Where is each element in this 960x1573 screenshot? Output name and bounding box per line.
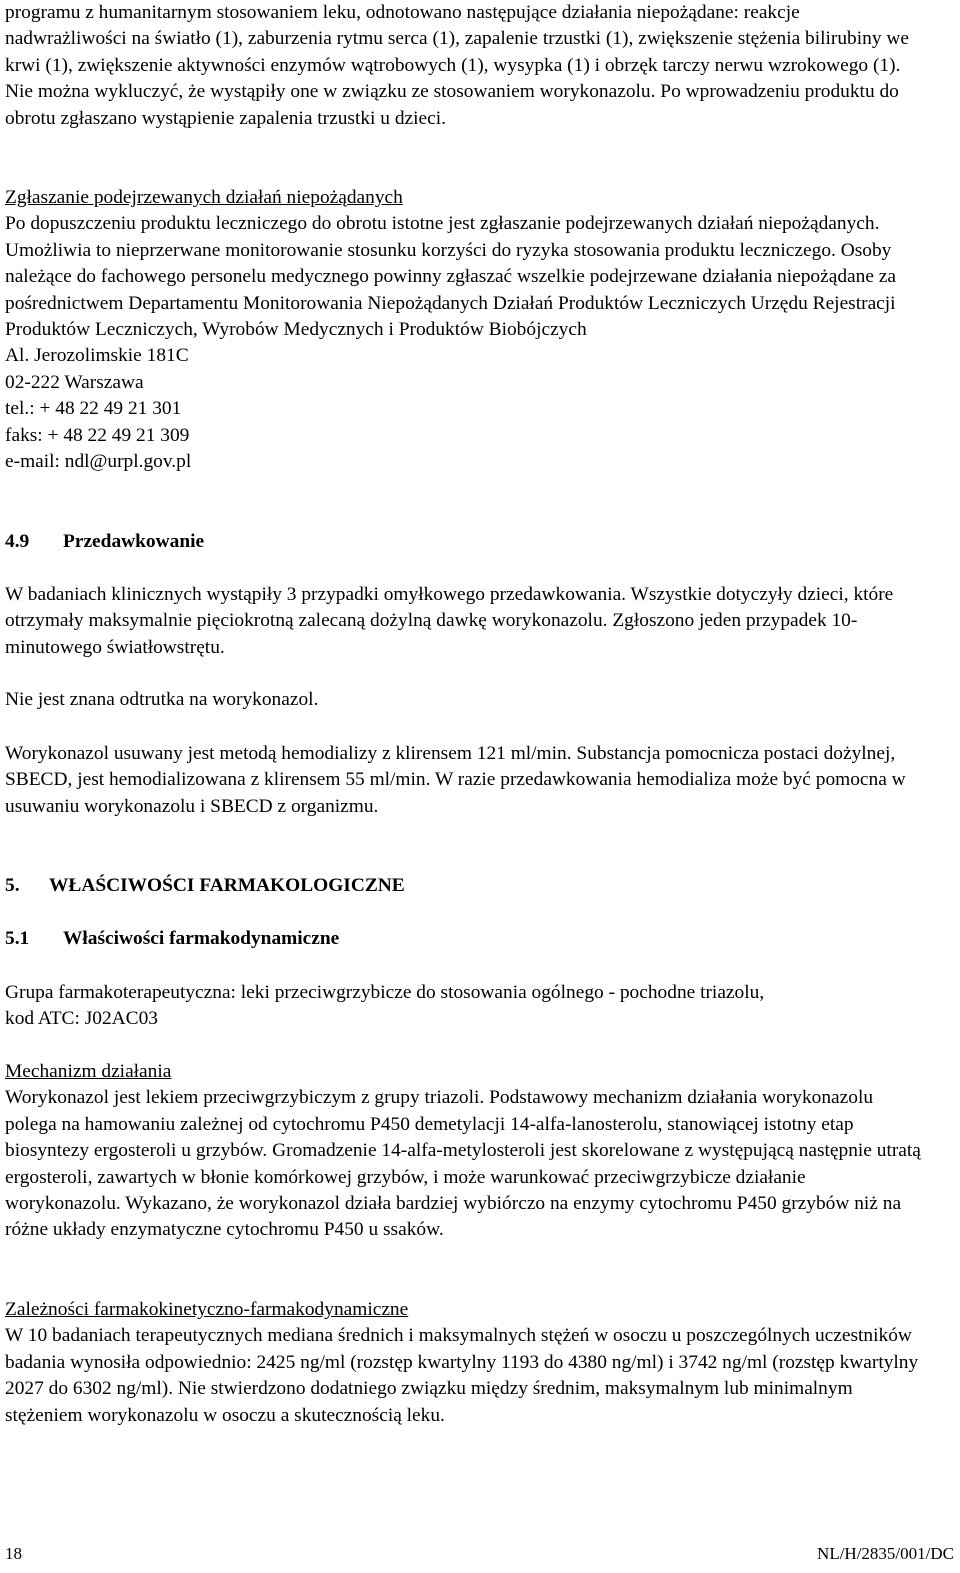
address-line-1: Al. Jerozolimskie 181C bbox=[5, 345, 189, 367]
mechanism-heading: Mechanizm działania bbox=[5, 1061, 172, 1082]
reporting-section bbox=[5, 185, 922, 475]
mechanism-section bbox=[5, 1059, 922, 1244]
page-number: 18 bbox=[5, 1544, 22, 1563]
reporting-heading: Zgłaszanie podejrzewanych działań niepożądanych bbox=[5, 187, 403, 208]
overdose-paragraph-1: W badaniach klinicznych wystąpiły 3 przypadki omyłkowego przedawkowania. Wszystkie dotyczyły dzieci, które otrzymały maksymalnie pięciokrotną zalecaną dożylną dawkę worykonazolu. Zgłoszono jeden przypadek 10-minutowego światłowstrętu. bbox=[5, 584, 894, 658]
fax-line: faks: + 48 22 49 21 309 bbox=[5, 424, 190, 446]
overdose-paragraph-2: Nie jest znana odtrutka na worykonazol. bbox=[5, 689, 319, 710]
pkpd-section bbox=[5, 1297, 922, 1429]
intro-block bbox=[5, 0, 922, 132]
email-line: e-mail: ndl@urpl.gov.pl bbox=[5, 451, 192, 473]
phone-line: tel.: + 48 22 49 21 301 bbox=[5, 398, 182, 420]
section-5-heading bbox=[5, 873, 922, 899]
section-title: Właściwości farmakodynamiczne bbox=[63, 928, 340, 949]
pharmacotherapeutic-group-line: Grupa farmakoterapeutyczna: leki przeciwgrzybicze do stosowania ogólnego - pochodne triazolu, bbox=[5, 982, 765, 1003]
pkpd-heading: Zależności farmakokinetyczno-farmakodynamiczne bbox=[5, 1299, 409, 1320]
overdose-paragraph-3: Worykonazol usuwany jest metodą hemodializy z klirensem 121 ml/min. Substancja pomocnicza postaci dożylnej, SBECD, jest hemodializowana z klirensem 55 ml/min. W razie przedawkowania hemodializa może być pomocna w usuwaniu worykonazolu i SBECD z organizmu. bbox=[5, 743, 906, 817]
section-title: WŁAŚCIWOŚCI FARMAKOLOGICZNE bbox=[49, 875, 405, 896]
pkpd-body: W 10 badaniach terapeutycznych mediana średnich i maksymalnych stężeń w osoczu u poszczególnych uczestników badania wynosiła odpowiednio: 2425 ng/ml (rozstęp kwartylny 1193 do 4380 ng/ml) i 3742 ng/ml (rozstęp kwartylny 2027 do 6302 ng/ml). Nie stwierdzono dodatniego związku między średnim, maksymalnym lub minimalnym stężeniem worykonazolu w osoczu a skutecznością leku. bbox=[5, 1325, 919, 1426]
section-5-1-heading bbox=[5, 926, 922, 952]
section-number: 5.1 bbox=[5, 928, 30, 949]
reporting-body: Po dopuszczeniu produktu leczniczego do obrotu istotne jest zgłaszanie podejrzewanych działań niepożądanych. Umożliwia to nieprzerwane monitorowanie stosunku korzyści do ryzyka stosowania produktu leczniczego. Osoby należące do fachowego personelu medycznego powinny zgłaszać wszelkie podejrzewane działania niepożądane za pośrednictwem Departamentu Monitorowania Niepożądanych Działań Produktów Leczniczych Urzędu Rejestracji Produktów Leczniczych, Wyrobów Medycznych i Produktów Biobójczych bbox=[5, 213, 896, 341]
overdose-para-1-block bbox=[5, 582, 922, 661]
overdose-para-3-block bbox=[5, 741, 922, 820]
section-4-9-heading bbox=[5, 529, 922, 555]
intro-paragraph: programu z humanitarnym stosowaniem leku, odnotowano następujące działania niepożądane: reakcje nadwrażliwości na światło (1), zaburzenia rytmu serca (1), zapalenie trzustki (1), zwiększenie stężenia bilirubiny we krwi (1), zwiększenie aktywności enzymów wątrobowych (1), wysypka (1) i obrzęk tarczy nerwu wzrokowego (1). Nie można wykluczyć, że wystąpiły one w związku ze stosowaniem worykonazolu. Po wprowadzeniu produktu do obrotu zgłaszano wystąpienie zapalenia trzustki u dzieci. bbox=[5, 2, 909, 129]
section-title: Przedawkowanie bbox=[63, 531, 205, 552]
address-line-2: 02-222 Warszawa bbox=[5, 371, 144, 393]
pharmacotherapeutic-group-block bbox=[5, 980, 922, 1033]
atc-code-line: kod ATC: J02AC03 bbox=[5, 1008, 158, 1030]
section-number: 4.9 bbox=[5, 531, 30, 552]
section-number: 5. bbox=[5, 875, 20, 896]
overdose-para-2-block bbox=[5, 687, 922, 713]
document-code: NL/H/2835/001/DC bbox=[817, 1544, 954, 1563]
mechanism-body: Worykonazol jest lekiem przeciwgrzybiczym z grupy triazoli. Podstawowy mechanizm działania worykonazolu polega na hamowaniu zależnej od cytochromu P450 demetylacji 14-alfa-lanosterolu, stanowiącej istotny etap biosyntezy ergosteroli u grzybów. Gromadzenie 14-alfa-metylosteroli jest skorelowane z występującą następnie utratą ergosteroli, zawartych w błonie komórkowej grzybów, i może warunkować przeciwgrzybicze działanie worykonazolu. Wykazano, że worykonazol działa bardziej wybiórczo na enzymy cytochromu P450 grzybów niż na różne układy enzymatyczne cytochromu P450 u ssaków. bbox=[5, 1087, 921, 1241]
